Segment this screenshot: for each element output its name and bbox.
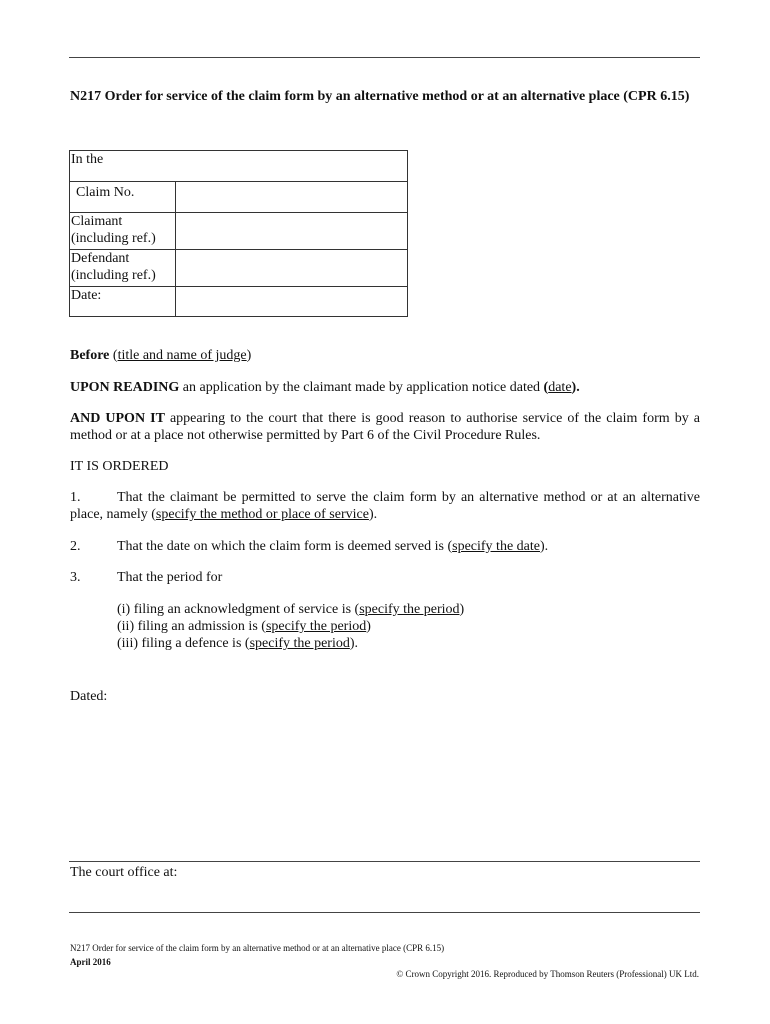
bottom-rule [69,912,700,913]
period-placeholder-1: specify the period [359,602,460,617]
date-label: Date: [71,288,102,303]
upon-reading-line [70,379,700,396]
and-upon-text: appearing to the court that there is good reason to authorise service of the claim form by a method or at a place not otherwise permitted by Part 6 of the Civil Procedure Rules. [70,411,700,443]
order-2 [70,538,700,555]
order-2-end: ). [539,539,549,554]
claim-no-value[interactable] [176,182,408,213]
order-3-text: That the period for [117,570,223,585]
claimant-ref-label: (including ref.) [71,231,156,246]
date-placeholder: date [548,380,572,395]
before-line [70,347,700,364]
defendant-ref-label: (including ref.) [71,268,156,283]
footer-date: April 2016 [70,957,111,967]
sub-item-1-end: ) [459,602,465,617]
served-date-placeholder: specify the date [452,539,540,554]
court-office-rule [69,861,700,862]
order-3 [70,569,700,586]
before-close: ) [246,348,252,363]
order-2-number: 2. [70,539,81,554]
court-office-label: The court office at: [70,865,178,880]
claimant-value[interactable] [176,213,408,250]
period-placeholder-2: specify the period [265,619,367,634]
order-2-text: That the date on which the claim form is deemed served is ( [117,539,453,554]
before-open: ( [109,348,118,363]
order-1-end: ). [368,507,378,522]
claimant-label: Claimant [71,214,123,229]
period-placeholder-3: specify the period [249,636,350,651]
footer-copyright: © Crown Copyright 2016. Reproduced by Thomson Reuters (Professional) UK Ltd. [396,969,699,979]
sub-item-2 [117,618,677,635]
in-the-cell [70,151,408,182]
defendant-label: Defendant [71,251,130,266]
upon-reading-close: ). [571,380,580,395]
order-3-number: 3. [70,570,81,585]
judge-placeholder: title and name of judge [117,348,247,363]
order-1-text: That the claimant be permitted to serve the claim form by an alternative method or at an alternative place, namely ( [70,490,700,522]
in-the-label: In the [71,152,104,167]
sub-item-2-end: ) [366,619,371,634]
sub-item-3 [117,635,677,652]
order-1 [70,489,700,523]
method-placeholder: specify the method or place of service [155,507,369,522]
form-title: N217 Order for service of the claim form by an alternative method or at an alternative place (CPR 6.15) [70,89,690,104]
upon-reading-open: ( [543,380,549,395]
sub-item-3-text: (iii) filing a defence is ( [117,636,250,651]
order-1-number: 1. [70,490,81,505]
sub-item-1 [117,601,677,618]
footer-form-title: N217 Order for service of the claim form by an alternative method or at an alternative place (CPR 6.15) [70,943,445,953]
claim-no-cell [70,182,176,213]
defendant-value[interactable] [176,250,408,287]
claim-no-label: Claim No. [76,185,135,200]
case-info-table [69,150,408,317]
and-upon-label: AND UPON IT [70,411,165,426]
defendant-cell [70,250,176,287]
date-cell [70,287,176,317]
sub-item-3-end: ). [349,636,359,651]
dated-label: Dated: [70,689,108,704]
it-is-ordered: IT IS ORDERED [70,459,169,474]
claimant-cell [70,213,176,250]
before-label: Before [70,348,110,363]
upon-reading-label: UPON READING [70,380,180,395]
sub-item-1-text: (i) filing an acknowledgment of service is ( [117,602,360,617]
top-rule [69,57,700,58]
and-upon-paragraph [70,410,700,444]
sub-item-2-text: (ii) filing an admission is ( [117,619,266,634]
upon-reading-text: an application by the claimant made by application notice dated [179,380,544,395]
date-value[interactable] [176,287,408,317]
